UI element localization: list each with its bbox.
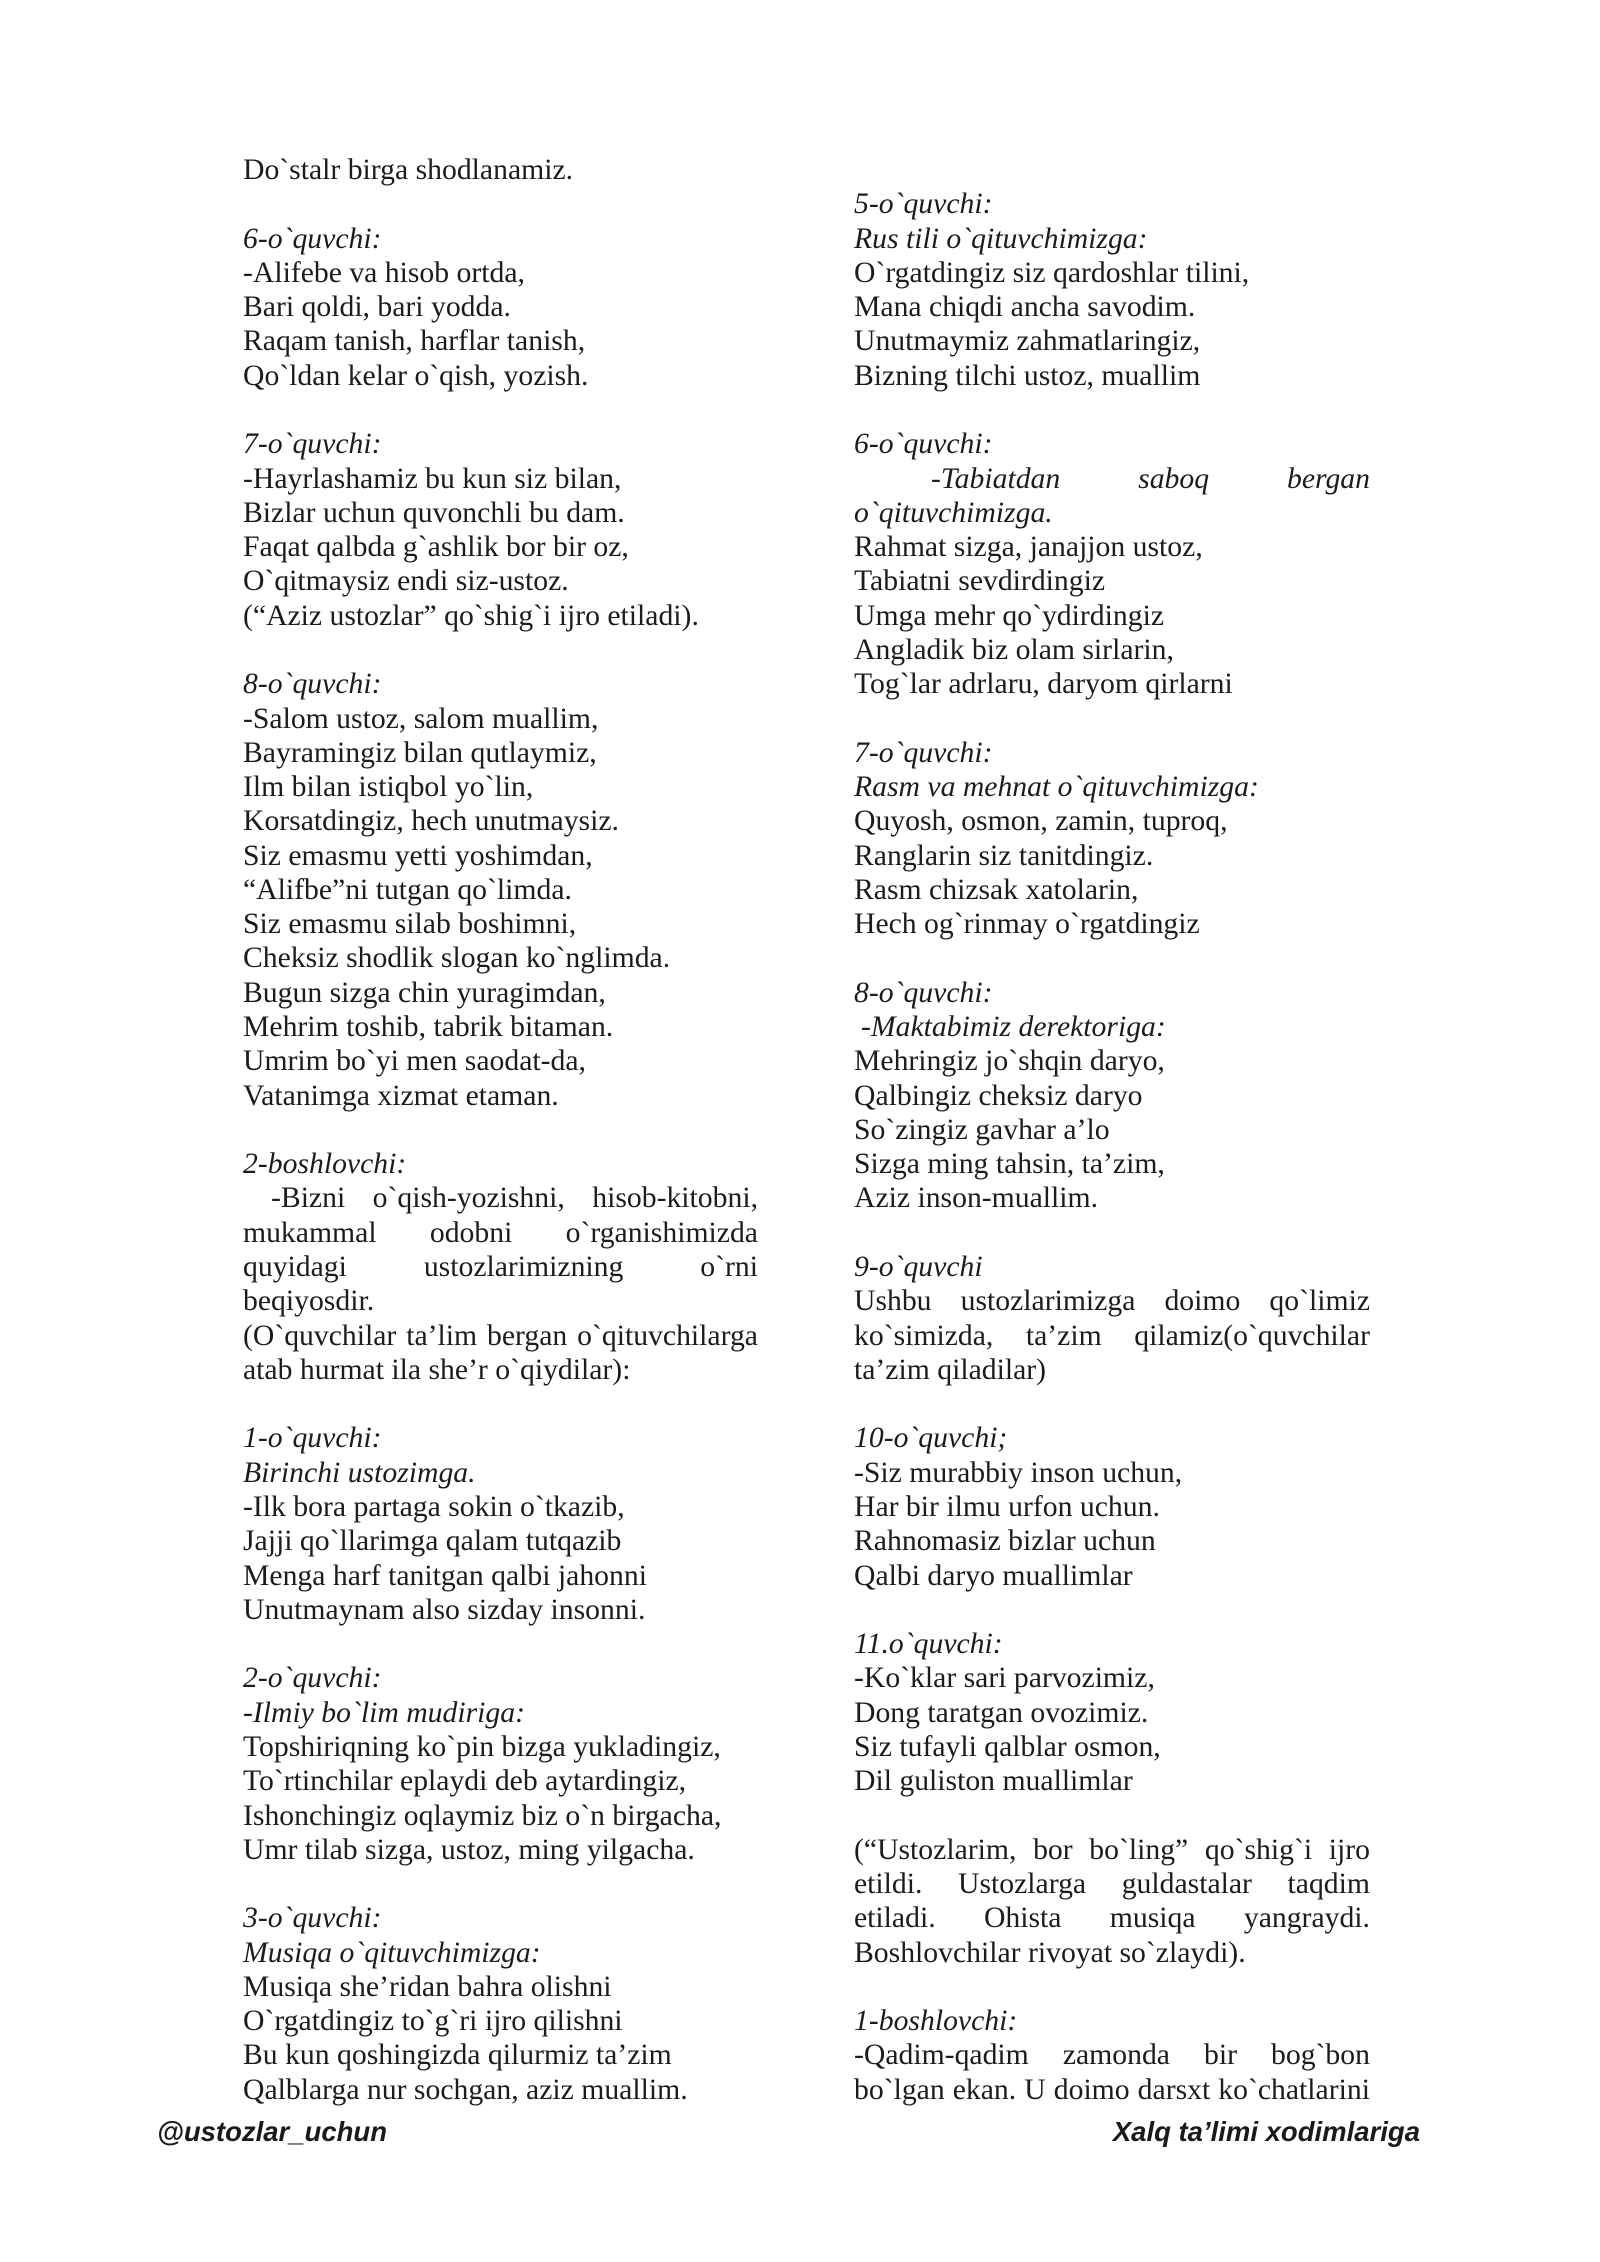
word: bo`lgan xyxy=(854,2073,945,2106)
word: mukammal xyxy=(243,1216,377,1249)
text-line: Raqam tanish, harflar tanish, xyxy=(243,325,586,358)
line-spacer xyxy=(854,1387,1370,1421)
text-line: -Siz murabbiy inson uchun, xyxy=(854,1456,1183,1489)
word: musiqa xyxy=(1109,1902,1196,1935)
text-line: Siz emasmu yetti yoshimdan, xyxy=(243,839,593,872)
word: qo`shig`i xyxy=(1204,1833,1313,1866)
text-line: Har bir ilmu urfon uchun. xyxy=(854,1490,1160,1523)
text-line: Aziz inson-muallim. xyxy=(854,1182,1099,1215)
speaker-heading: 8-o`quvchi: xyxy=(854,976,993,1009)
line-spacer xyxy=(854,1970,1370,2004)
text-line: Bari qoldi, bari yodda. xyxy=(243,291,511,324)
addressee-line: Rus tili o`qituvchimizga: xyxy=(854,222,1148,255)
word: bo`ling” xyxy=(1089,1833,1189,1866)
text-line: Mehrim toshib, tabrik bitaman. xyxy=(243,1011,614,1044)
word: ekan. xyxy=(952,2073,1017,2106)
text-line: Vatanimga xizmat etaman. xyxy=(243,1079,559,1112)
word: Ushbu xyxy=(854,1285,932,1318)
text-line: Menga harf tanitgan qalbi jahonni xyxy=(243,1559,647,1592)
word: guldastalar xyxy=(1121,1868,1252,1901)
speaker-heading: 1-boshlovchi: xyxy=(854,2005,1018,2038)
text-line: Faqat qalbda g`ashlik bor bir oz, xyxy=(243,531,629,564)
text-line: O`rgatdingiz siz qardoshlar tilini, xyxy=(854,256,1250,289)
stage-direction xyxy=(854,1833,1370,1867)
line-spacer xyxy=(243,633,758,667)
addressee-line: -Maktabimiz derektoriga: xyxy=(861,1011,1166,1044)
text-line: Qalbi daryo muallimlar xyxy=(854,1559,1133,1592)
word: darsxt xyxy=(1137,2073,1211,2106)
addressee-line xyxy=(854,462,1370,496)
speaker-heading: 2-boshlovchi: xyxy=(243,1148,407,1181)
text-line: Bayramingiz bilan qutlaymiz, xyxy=(243,736,597,769)
text-line: -Salom ustoz, salom muallim, xyxy=(243,702,599,735)
text-line: Siz tufayli qalblar osmon, xyxy=(854,1730,1161,1763)
text-line: atab hurmat ila she’r o`qiydilar): xyxy=(243,1353,631,1386)
text-line: beqiyosdir. xyxy=(243,1285,375,1318)
addressee-line: o`qituvchimizga. xyxy=(854,496,1053,529)
line-spacer xyxy=(854,1799,1370,1833)
text-line: Cheksiz shodlik slogan ko`nglimda. xyxy=(243,942,671,975)
line-spacer xyxy=(243,1387,758,1421)
text-line xyxy=(854,1319,1370,1353)
word: o`qituvchilarga xyxy=(577,1319,758,1352)
word: ustozlarimizga xyxy=(960,1285,1136,1318)
footer-caption: Xalq ta’limi xodimlariga xyxy=(1112,2116,1420,2147)
text-line xyxy=(243,1181,758,1215)
speaker-heading: 5-o`quvchi: xyxy=(854,188,993,221)
speaker-heading: 6-o`quvchi: xyxy=(243,222,382,255)
speaker-heading: 9-o`quvchi xyxy=(854,1251,983,1284)
word: o`qish-yozishni, xyxy=(372,1182,565,1215)
speaker-heading: 6-o`quvchi: xyxy=(854,428,993,461)
speaker-heading: 2-o`quvchi: xyxy=(243,1662,382,1695)
word: hisob-kitobni, xyxy=(592,1182,758,1215)
text-line: -Ilk bora partaga sokin o`tkazib, xyxy=(243,1490,625,1523)
text-line: -Alifebe va hisob ortda, xyxy=(243,256,525,289)
word: Ohista xyxy=(983,1902,1062,1935)
text-line: So`zingiz gavhar a’lo xyxy=(854,1113,1110,1146)
speaker-heading: 10-o`quvchi; xyxy=(854,1422,1008,1455)
text-line: ta’zim qiladilar) xyxy=(854,1353,1047,1386)
text-line: Dong taratgan ovozimiz. xyxy=(854,1696,1149,1729)
text-line: Ilm bilan istiqbol yo`lin, xyxy=(243,771,534,804)
text-line: Ishonchingiz oqlaymiz biz o`n birgacha, xyxy=(243,1799,722,1832)
line-spacer xyxy=(243,393,758,427)
text-line: Musiqa she’ridan bahra olishni xyxy=(243,1970,612,2003)
word: bergan xyxy=(1286,462,1370,495)
word: o`rni xyxy=(700,1251,758,1283)
word: etildi. xyxy=(854,1868,923,1901)
word: bor xyxy=(1033,1833,1073,1866)
text-line: Qalblarga nur sochgan, aziz muallim. xyxy=(243,2073,688,2106)
word: bog`bon xyxy=(1271,2039,1370,2072)
word: (O`quvchilar xyxy=(243,1319,397,1352)
word: doimo xyxy=(1164,1285,1241,1318)
text-line: -Ko`klar sari parvozimiz, xyxy=(854,1662,1155,1695)
word: -Tabiatdan xyxy=(931,462,1061,495)
stage-direction xyxy=(854,1867,1370,1901)
speaker-heading: 11.o`quvchi: xyxy=(854,1628,1003,1661)
stage-direction: (“Aziz ustozlar” qo`shig`i ijro etiladi). xyxy=(243,599,699,632)
text-line: Do`stalr birga shodlanamiz. xyxy=(243,154,574,186)
text-line: Umr tilab sizga, ustoz, ming yilgacha. xyxy=(243,1833,695,1866)
footer-handle: @ustozlar_uchun xyxy=(157,2116,388,2147)
line-spacer xyxy=(243,1867,758,1901)
text-line: Unutmaynam also sizday insonni. xyxy=(243,1593,646,1626)
text-line: Qo`ldan kelar o`qish, yozish. xyxy=(243,359,589,392)
line-spacer xyxy=(854,702,1370,736)
text-line: Rahnomasiz bizlar uchun xyxy=(854,1525,1156,1558)
word: saboq xyxy=(1138,462,1210,495)
text-line: Siz emasmu silab boshimni, xyxy=(243,908,577,941)
addressee-line: Rasm va mehnat o`qituvchimizga: xyxy=(854,771,1259,804)
line-spacer xyxy=(854,393,1370,427)
left-column xyxy=(243,153,758,2107)
word: ustozlarimizning xyxy=(423,1251,624,1283)
text-line: Tog`lar adrlaru, daryom qirlarni xyxy=(854,668,1233,701)
text-line: To`rtinchilar eplaydi deb aytardingiz, xyxy=(243,1765,687,1798)
word: ko`chatlarini xyxy=(1218,2073,1370,2106)
word: U xyxy=(1024,2073,1046,2106)
word: etiladi. xyxy=(854,1902,936,1935)
addressee-line: -Ilmiy bo`lim mudiriga: xyxy=(243,1696,525,1729)
word: odobni xyxy=(429,1216,513,1249)
line-spacer xyxy=(243,1627,758,1661)
text-line: Topshiriqning ko`pin bizga yukladingiz, xyxy=(243,1730,721,1763)
line-spacer xyxy=(854,941,1370,975)
word: taqdim xyxy=(1287,1868,1370,1901)
speaker-heading: 1-o`quvchi: xyxy=(243,1422,382,1455)
speaker-heading: 7-o`quvchi: xyxy=(854,736,993,769)
text-line: Angladik biz olam sirlarin, xyxy=(854,633,1174,666)
text-line: Bizlar uchun quvonchli bu dam. xyxy=(243,496,625,529)
text-line xyxy=(243,1216,758,1250)
word: qilamiz(o`quvchilar xyxy=(1134,1319,1370,1352)
word: ijro xyxy=(1328,1833,1370,1866)
speaker-heading: 3-o`quvchi: xyxy=(243,1902,382,1935)
word: Ustozlarga xyxy=(958,1868,1087,1901)
word: -Qadim-qadim xyxy=(854,2039,1029,2072)
line-spacer xyxy=(243,187,758,221)
text-line xyxy=(243,1250,758,1284)
word: ta’lim xyxy=(406,1319,478,1352)
text-line: Umrim bo`yi men saodat-da, xyxy=(243,1045,586,1078)
word: qo`limiz xyxy=(1269,1285,1370,1318)
text-line: Bugun sizga chin yuragimdan, xyxy=(243,976,606,1009)
speaker-heading: 7-o`quvchi: xyxy=(243,428,382,461)
text-line: “Alifbe”ni tutgan qo`limda. xyxy=(243,873,572,906)
text-line: Mana chiqdi ancha savodim. xyxy=(854,291,1196,324)
speaker-heading: 8-o`quvchi: xyxy=(243,668,382,701)
word: bergan xyxy=(487,1319,568,1352)
text-line xyxy=(243,1319,758,1353)
text-line: Tabiatni sevdirdingiz xyxy=(854,565,1106,598)
word: (“Ustozlarim, xyxy=(854,1833,1017,1866)
text-line: O`qitmaysiz endi siz-ustoz. xyxy=(243,565,569,598)
text-line xyxy=(854,2073,1370,2107)
word: bir xyxy=(1204,2039,1237,2072)
line-spacer xyxy=(243,1113,758,1147)
word: o`rganishimizda xyxy=(565,1216,758,1249)
text-line: -Hayrlashamiz bu kun siz bilan, xyxy=(243,462,622,495)
text-line: Umga mehr qo`ydirdingiz xyxy=(854,599,1164,632)
right-column xyxy=(854,187,1370,2107)
stage-direction: Boshlovchilar rivoyat so`zlaydi). xyxy=(854,1936,1246,1969)
text-line xyxy=(854,1284,1370,1318)
word: quyidagi xyxy=(243,1251,347,1283)
text-line: Bu kun qoshingizda qilurmiz ta’zim xyxy=(243,2039,672,2072)
text-line: Korsatdingiz, hech unutmaysiz. xyxy=(243,805,619,838)
addressee-line: Birinchi ustozimga. xyxy=(243,1456,476,1489)
word: yangraydi. xyxy=(1243,1902,1370,1935)
line-spacer xyxy=(854,1216,1370,1250)
text-line: Jajji qo`llarimga qalam tutqazib xyxy=(243,1525,622,1558)
stage-direction xyxy=(854,1901,1370,1935)
text-line: Ranglarin siz tanitdingiz. xyxy=(854,839,1154,872)
text-line xyxy=(854,2038,1370,2072)
text-line: Unutmaymiz zahmatlaringiz, xyxy=(854,325,1201,358)
word: doimo xyxy=(1053,2073,1130,2106)
word: zamonda xyxy=(1062,2039,1170,2072)
addressee-line: Musiqa o`qituvchimizga: xyxy=(243,1936,541,1969)
word: ta’zim xyxy=(1025,1319,1102,1352)
text-line: Sizga ming tahsin, ta’zim, xyxy=(854,1148,1165,1181)
text-line: Dil guliston muallimlar xyxy=(854,1765,1133,1798)
text-line: O`rgatdingiz to`g`ri ijro qilishni xyxy=(243,2005,623,2038)
text-line: Qalbingiz cheksiz daryo xyxy=(854,1079,1143,1112)
text-line: Bizning tilchi ustoz, muallim xyxy=(854,359,1201,392)
word: ko`simizda, xyxy=(854,1319,994,1352)
text-line: Rahmat sizga, janajjon ustoz, xyxy=(854,531,1203,564)
text-line: Rasm chizsak xatolarin, xyxy=(854,873,1139,906)
line-spacer xyxy=(854,1593,1370,1627)
text-line: Mehringiz jo`shqin daryo, xyxy=(854,1045,1165,1078)
word: -Bizni xyxy=(271,1182,346,1215)
text-line: Quyosh, osmon, zamin, tuproq, xyxy=(854,805,1228,838)
text-line: Hech og`rinmay o`rgatdingiz xyxy=(854,908,1200,941)
